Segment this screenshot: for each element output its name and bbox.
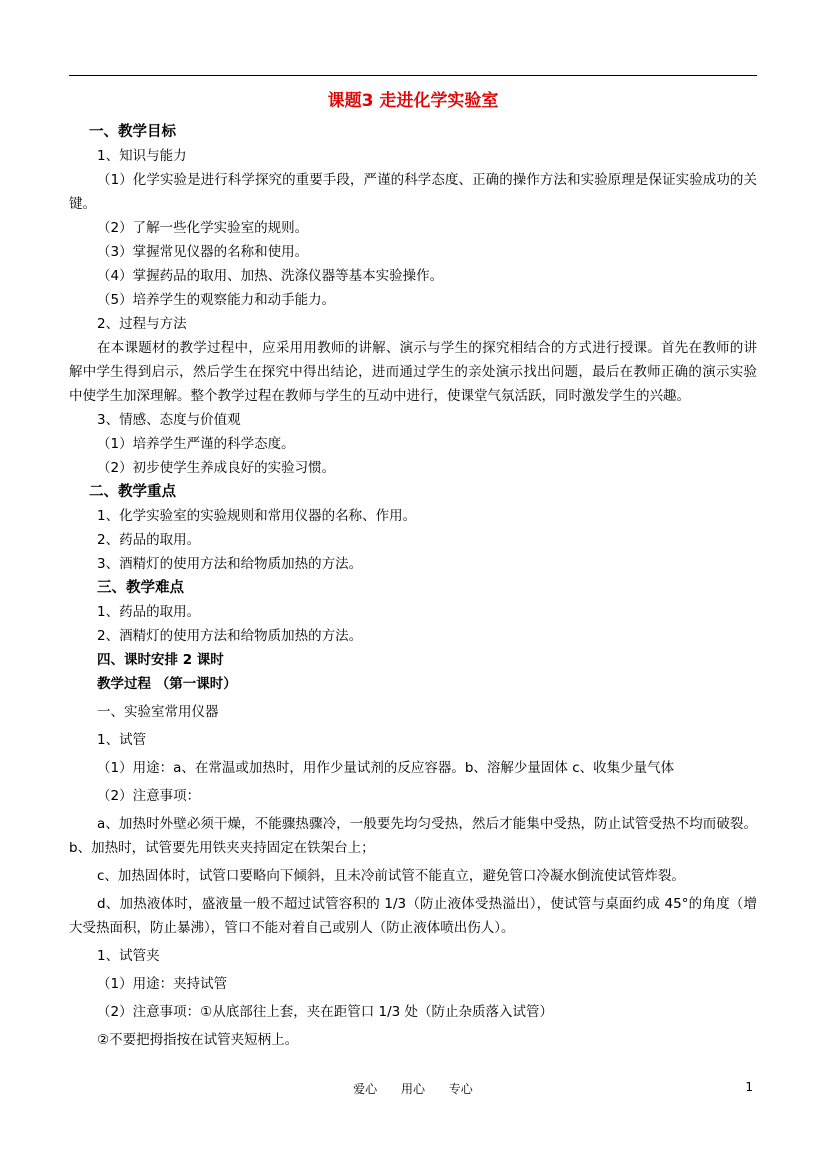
- heading-teaching-goals: 一、教学目标: [89, 124, 176, 140]
- difficulty-item: 1、药品的取用。: [97, 604, 201, 620]
- heading-difficulties: 三、教学难点: [97, 580, 184, 596]
- test-tube-note-a: a、加热时外壁必须干燥，不能骤热骤冷，一般要先均匀受热，然后才能集中受热，防止试管受热不均而破裂。b、加热时，试管要先用铁夹夹持固定在铁架台上；: [69, 816, 757, 856]
- key-point-item: 3、酒精灯的使用方法和给物质加热的方法。: [97, 556, 363, 572]
- goal-item: （5）培养学生的观察能力和动手能力。: [97, 292, 336, 308]
- section-lab-instruments: 一、实验室常用仪器: [97, 704, 219, 720]
- holder-use: （1）用途：夹持试管: [97, 976, 228, 992]
- test-tube-note-d: d、加热液体时，盛液量一般不超过试管容积的 1/3（防止液体受热溢出），使试管与桌面约成 45°的角度（增大受热面积，防止暴沸），管口不能对着自己或别人（防止液体喷出伤人）。: [69, 896, 757, 936]
- subheading-attitude: 3、情感、态度与价值观: [97, 412, 241, 428]
- process-paragraph: 在本课题材的教学过程中，应采用用教师的讲解、演示与学生的探究相结合的方式进行授课。首先在教师的讲解中学生得到启示，然后学生在探究中得出结论，进而通过学生的亲处演示找出问题，最后在教师正确的演示实验中使学生加深理解。整个教学过程在教师与学生的互动中进行，使课堂气氛活跃，同时激发学生的兴趣。: [69, 340, 757, 404]
- subheading-process: 2、过程与方法: [97, 316, 187, 332]
- test-tube-use: （1）用途：a、在常温或加热时，用作少量试剂的反应容器。b、溶解少量固体 c、收集少量气体: [97, 760, 675, 776]
- item-test-tube: 1、试管: [97, 732, 147, 748]
- test-tube-notes-heading: （2）注意事项：: [97, 788, 201, 804]
- goal-item: （1）化学实验是进行科学探究的重要手段，严谨的科学态度、正确的操作方法和实验原理是保证实验成功的关键。: [69, 172, 757, 212]
- document-body: [69, 84, 757, 1052]
- subheading-knowledge: 1、知识与能力: [97, 148, 187, 164]
- attitude-item: （1）培养学生严谨的科学态度。: [97, 436, 295, 452]
- heading-key-points: 二、教学重点: [89, 484, 176, 500]
- goal-item: （4）掌握药品的取用、加热、洗涤仪器等基本实验操作。: [97, 268, 444, 284]
- page-footer: [69, 1080, 757, 1100]
- key-point-item: 1、化学实验室的实验规则和常用仪器的名称、作用。: [97, 508, 417, 524]
- document-title: 课题3 走进化学实验室: [327, 91, 499, 111]
- attitude-item: （2）初步使学生养成良好的实验习惯。: [97, 460, 336, 476]
- item-test-tube-holder: 1、试管夹: [97, 948, 160, 964]
- footer-motto: 爱心 用心 专心: [353, 1082, 473, 1096]
- heading-teaching-process: 教学过程 （第一课时）: [97, 676, 237, 692]
- goal-item: （2）了解一些化学实验室的规则。: [97, 220, 309, 236]
- goal-item: （3）掌握常见仪器的名称和使用。: [97, 244, 309, 260]
- key-point-item: 2、药品的取用。: [97, 532, 201, 548]
- page-number: 1: [745, 1080, 753, 1094]
- test-tube-note-c: c、加热固体时，试管口要略向下倾斜，且未冷前试管不能直立，避免管口冷凝水倒流使试管炸裂。: [97, 868, 685, 884]
- heading-schedule: 四、课时安排 2 课时: [97, 652, 224, 668]
- holder-notes: （2）注意事项：①从底部往上套，夹在距管口 1/3 处（防止杂质落入试管）: [97, 1004, 553, 1020]
- header-rule: [69, 75, 757, 76]
- difficulty-item: 2、酒精灯的使用方法和给物质加热的方法。: [97, 628, 363, 644]
- holder-note-2: ②不要把拇指按在试管夹短柄上。: [97, 1032, 299, 1048]
